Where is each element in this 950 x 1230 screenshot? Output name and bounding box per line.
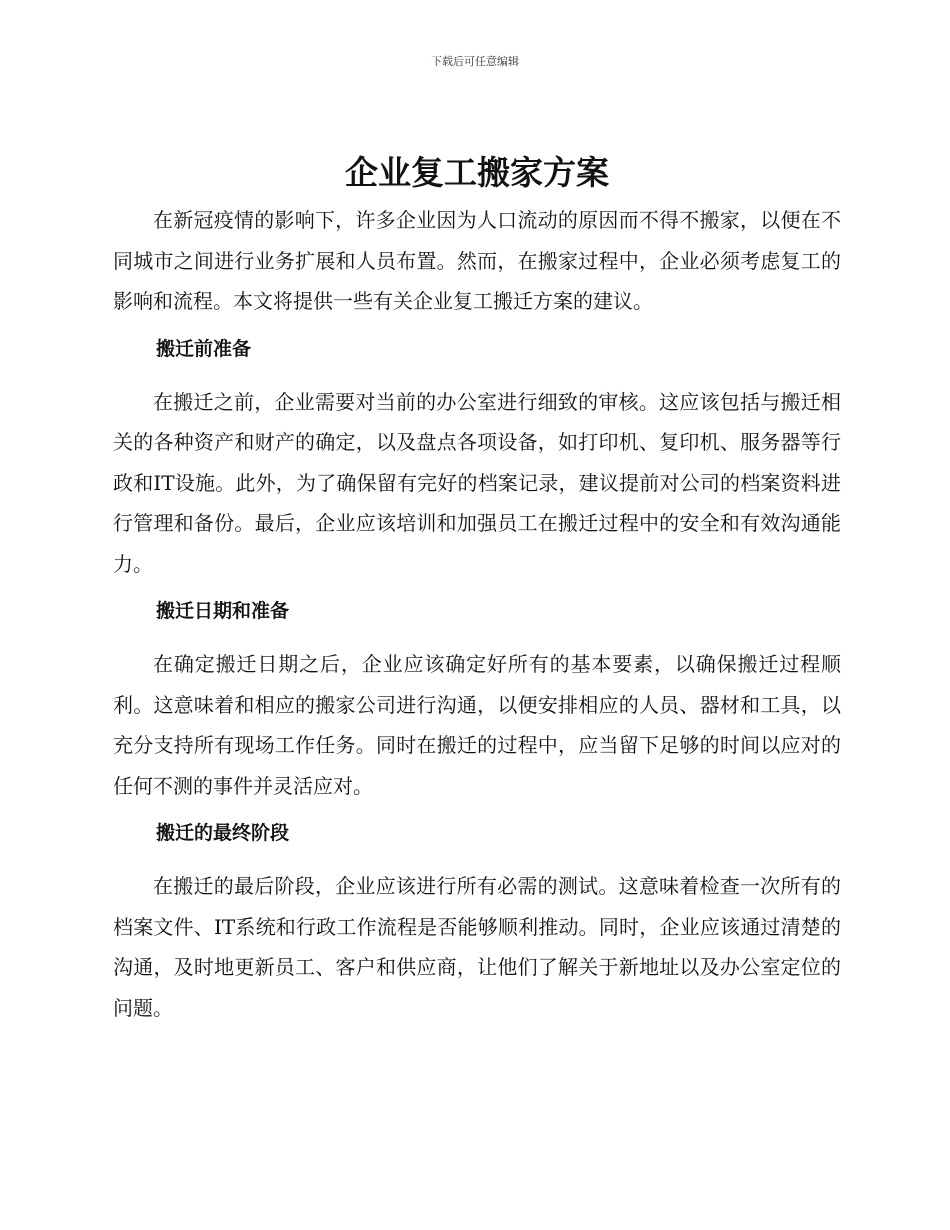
section-heading-final: 搬迁的最终阶段 — [156, 822, 290, 844]
section-paragraph-preparation: 在搬迁之前，企业需要对当前的办公室进行细致的审核。这应该包括与搬迁相关的各种资产和财产的确定，以及盘点各项设备，如打印机、复印机、服务器等行政和IT设施。此外，为了确保留有完好的档案记录，建议提前对公司的档案资料进行管理和备份。最后，企业应该培训和加强员工在搬迁过程中的安全和有效沟通能力。 — [113, 389, 841, 576]
section-heading-preparation: 搬迁前准备 — [156, 337, 252, 360]
document-body — [113, 148, 841, 1028]
header-note: 下载后可任意编辑 — [431, 55, 519, 68]
document-title: 企业复工搬家方案 — [345, 153, 609, 192]
section-paragraph-date: 在确定搬迁日期之后，企业应该确定好所有的基本要素，以确保搬迁过程顺利。这意味着和相应的搬家公司进行沟通，以便安排相应的人员、器材和工具，以充分支持所有现场工作任务。同时在搬迁的过程中，应当留下足够的时间以应对的任何不测的事件并灵活应对。 — [113, 652, 841, 798]
section-heading-date: 搬迁日期和准备 — [156, 600, 290, 622]
intro-paragraph: 在新冠疫情的影响下，许多企业因为人口流动的原因而不得不搬家，以便在不同城市之间进行业务扩展和人员布置。然而，在搬家过程中，企业必须考虑复工的影响和流程。本文将提供一些有关企业复工搬迁方案的建议。 — [113, 208, 841, 313]
section-paragraph-final: 在搬迁的最后阶段，企业应该进行所有必需的测试。这意味着检查一次所有的档案文件、IT系统和行政工作流程是否能够顺利推动。同时，企业应该通过清楚的沟通，及时地更新员工、客户和供应商，让他们了解关于新地址以及办公室定位的问题。 — [113, 874, 841, 1020]
